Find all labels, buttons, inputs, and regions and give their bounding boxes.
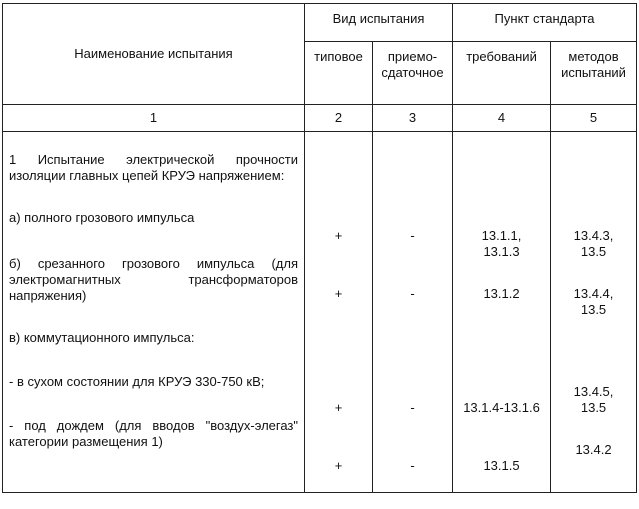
requirement-ref: 13.1.4-13.1.6	[463, 400, 540, 415]
test-item: б) срезанного грозового импульса (для электромагнитных трансформаторов напряжения)	[9, 256, 298, 303]
type-mark: +	[334, 286, 343, 301]
header-acceptance-line1: приемо-	[387, 49, 438, 64]
type-test-cell	[305, 132, 373, 493]
type-mark: +	[334, 228, 343, 243]
method-ref: 13.5	[580, 302, 607, 317]
column-number: 3	[373, 105, 453, 132]
acceptance-mark: -	[410, 400, 415, 415]
test-item: - в сухом состоянии для КРУЭ 330-750 кВ;	[9, 374, 265, 389]
acceptance-mark: -	[410, 286, 415, 301]
method-ref: 13.4.2	[575, 442, 612, 457]
method-ref: 13.4.5,	[573, 384, 614, 399]
column-number: 4	[453, 105, 551, 132]
test-item: а) полного грозового импульса	[9, 210, 195, 225]
test-item: 1 Испытание электрической прочности изоляции главных цепей КРУЭ напряжением:	[9, 152, 298, 183]
type-mark: +	[334, 458, 343, 473]
method-ref: 13.5	[580, 400, 607, 415]
acceptance-mark: -	[410, 228, 415, 243]
methods-cell	[551, 132, 637, 493]
test-table	[2, 3, 637, 493]
column-number: 1	[3, 105, 305, 132]
header-acceptance-test	[373, 42, 453, 105]
requirement-ref: 13.1.3	[483, 244, 520, 259]
header-standard-clause: Пункт стандарта	[453, 4, 637, 42]
header-type-test: типовое	[305, 42, 373, 105]
requirement-ref: 13.1.2	[483, 286, 520, 301]
header-requirements: требований	[453, 42, 551, 105]
method-ref: 13.4.4,	[573, 286, 614, 301]
method-ref: 13.5	[580, 244, 607, 259]
acceptance-mark: -	[410, 458, 415, 473]
header-test-kind: Вид испытания	[305, 4, 453, 42]
header-methods-line2: испытаний	[561, 65, 626, 80]
test-names-cell	[3, 132, 305, 493]
column-number: 2	[305, 105, 373, 132]
method-ref: 13.4.3,	[573, 228, 614, 243]
table-body-row	[3, 132, 637, 493]
acceptance-test-cell	[373, 132, 453, 493]
test-item: - под дождем (для вводов "воздух-элегаз" категории размещения 1)	[9, 418, 298, 449]
header-test-name: Наименование испытания	[3, 4, 305, 105]
header-methods-line1: методов	[568, 49, 619, 64]
header-test-methods	[551, 42, 637, 105]
requirements-cell	[453, 132, 551, 493]
header-acceptance-line2: сдаточное	[381, 65, 444, 80]
requirement-ref: 13.1.1,	[481, 228, 522, 243]
column-number: 5	[551, 105, 637, 132]
requirement-ref: 13.1.5	[483, 458, 520, 473]
test-item: в) коммутационного импульса:	[9, 330, 195, 345]
type-mark: +	[334, 400, 343, 415]
column-numbers-row	[3, 105, 637, 132]
